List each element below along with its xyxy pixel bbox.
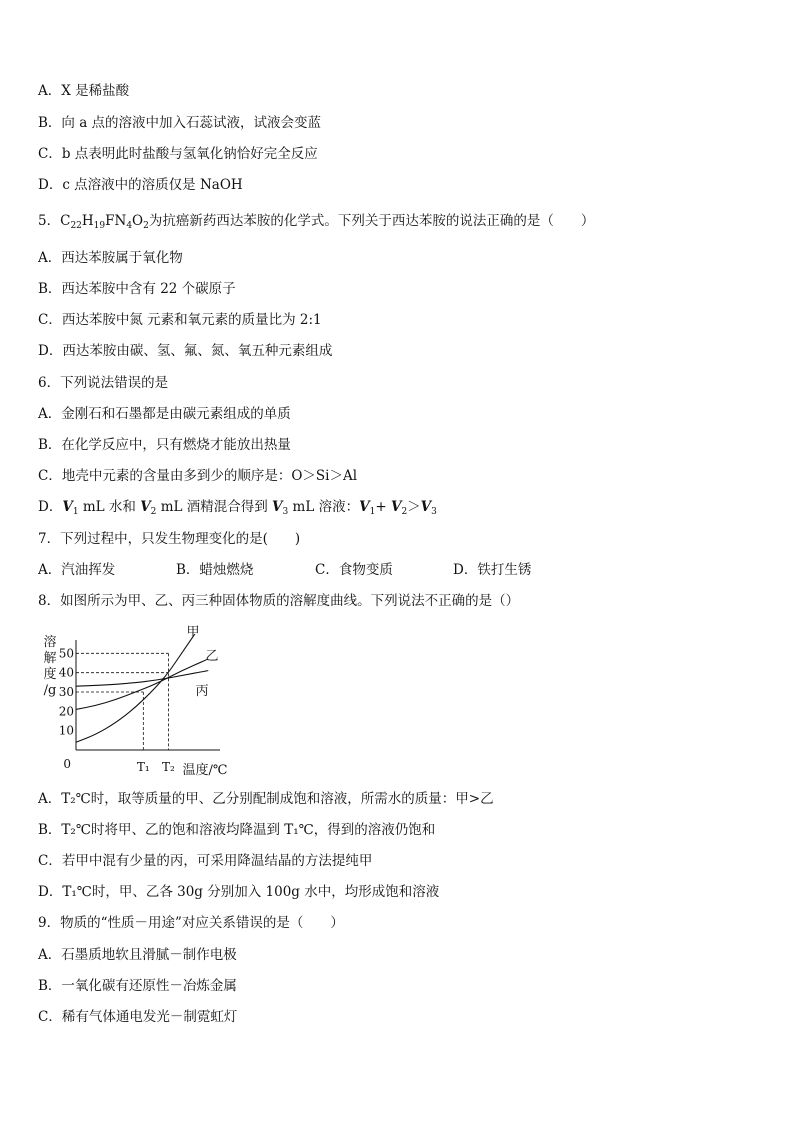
solubility-chart [38, 622, 238, 782]
q6-d-text2: mL 酒精混合得到 [156, 499, 273, 515]
formula-o-sub: 2 [143, 221, 149, 231]
q4-option-c: C．b 点表明此时盐酸与氢氧化钠恰好完全反应 [38, 146, 318, 162]
series-label-丙: 丙 [195, 684, 209, 699]
var-v1b: V [359, 499, 370, 515]
q5-stem [38, 212, 594, 235]
curve-甲 [76, 634, 195, 742]
q4-option-a: A．X 是稀盐酸 [38, 83, 130, 99]
var-v3b-sub: 3 [431, 507, 437, 517]
y-axis-label-char: 度 [43, 667, 57, 682]
chart-guides [76, 653, 168, 750]
q5-formula [60, 213, 149, 229]
var-v2b-sub: 2 [401, 507, 408, 517]
q5-option-a: A．西达苯胺属于氧化物 [38, 250, 183, 266]
q6-d-prefix: D． [38, 499, 63, 515]
var-v3b: V [420, 499, 432, 515]
q7-option-c: C．食物变质 [315, 562, 393, 578]
formula-h: H [81, 213, 94, 229]
formula-n-sub: 4 [126, 221, 133, 231]
q6-d-text3: mL 溶液： [288, 499, 360, 515]
q7-option-b: B．蜡烛燃烧 [176, 562, 254, 578]
var-v3: V [272, 499, 283, 515]
q5-number: 5． [38, 213, 61, 229]
y-axis-label-char: 解 [43, 651, 57, 666]
q7-stem: 7．下列过程中，只发生物理变化的是( ) [38, 531, 301, 547]
var-v1b-sub: 1 [369, 507, 376, 517]
y-tick-label: 40 [58, 665, 74, 680]
var-v3-sub: 3 [282, 507, 289, 517]
q6-d-text1: mL 水和 [78, 499, 141, 515]
q9-option-c: C．稀有气体通电发光－制霓虹灯 [38, 1009, 238, 1025]
y-tick-label: 30 [58, 685, 74, 699]
formula-c-sub: 22 [70, 221, 82, 231]
gt-sign: ＞ [407, 499, 421, 515]
chart-labels [43, 625, 227, 778]
plus-sign: + [375, 499, 391, 515]
q9-stem: 9．物质的“性质－用途”对应关系错误的是（ ） [38, 915, 344, 931]
q9-option-a: A．石墨质地软且滑腻－制作电极 [38, 947, 237, 963]
formula-fn: FN [105, 213, 127, 229]
x-tick-label-t2: T₂ [161, 760, 175, 774]
q4-option-d: D．c 点溶液中的溶质仅是 NaOH [38, 177, 243, 193]
var-v2: V [140, 499, 151, 515]
formula-h-sub: 19 [93, 221, 106, 231]
var-v1: V [62, 499, 73, 515]
q7-option-a: A．汽油挥发 [38, 562, 116, 578]
q8-option-d: D．T₁℃时，甲、乙各 30g 分别加入 100g 水中，均形成饱和溶液 [38, 884, 440, 900]
q5-option-b: B．西达苯胺中含有 22 个碳原子 [38, 281, 236, 297]
q6-option-c: C．地壳中元素的含量由多到少的顺序是：O＞Si＞Al [38, 468, 358, 484]
chart-curves [76, 634, 208, 742]
var-v2-sub: 2 [150, 507, 157, 517]
x-tick-label-t1: T₁ [136, 760, 150, 774]
q7-option-d: D．铁打生锈 [453, 562, 532, 578]
origin-label: 0 [63, 757, 71, 771]
q5-option-c: C．西达苯胺中氮 元素和氧元素的质量比为 2:1 [38, 312, 322, 328]
series-label-乙: 乙 [205, 649, 219, 664]
var-v1-sub: 1 [72, 507, 79, 517]
q8-option-a: A．T₂℃时，取等质量的甲、乙分别配制成饱和溶液，所需水的质量：甲>乙 [38, 791, 494, 807]
q8-option-c: C．若甲中混有少量的丙，可采用降温结晶的方法提纯甲 [38, 853, 373, 869]
y-axis-label-char: 溶 [43, 635, 57, 650]
q4-option-b: B．向 a 点的溶液中加入石蕊试液，试液会变蓝 [38, 115, 322, 131]
y-tick-label: 10 [58, 723, 74, 738]
q6-stem: 6．下列说法错误的是 [38, 375, 169, 391]
q6-option-d [38, 498, 437, 521]
q9-option-b: B．一氧化碳有还原性－冶炼金属 [38, 978, 237, 994]
formula-o: O [132, 213, 144, 229]
var-v2b: V [390, 499, 402, 515]
q8-option-b: B．T₂℃时将甲、乙的饱和溶液均降温到 T₁℃，得到的溶液仍饱和 [38, 822, 436, 838]
q6-option-b: B．在化学反应中，只有燃烧才能放出热量 [38, 437, 291, 453]
q5-stem-text: 为抗癌新药西达苯胺的化学式。下列关于西达苯胺的说法正确的是（ ） [148, 213, 595, 229]
series-label-甲: 甲 [186, 625, 200, 640]
formula-c: C [60, 213, 71, 229]
y-tick-label: 20 [58, 704, 74, 719]
q5-option-d: D．西达苯胺由碳、氢、氟、氮、氧五种元素组成 [38, 343, 333, 359]
curve-乙 [76, 659, 208, 709]
q6-option-a: A．金刚石和石墨都是由碳元素组成的单质 [38, 406, 291, 422]
q7-options [38, 561, 531, 579]
x-axis-label: 温度/℃ [182, 763, 228, 778]
q8-stem: 8．如图所示为甲、乙、丙三种固体物质的溶解度曲线。下列说法不正确的是（） [38, 593, 520, 609]
y-tick-label: 50 [58, 646, 74, 661]
y-axis-label-char: /g [43, 683, 57, 698]
